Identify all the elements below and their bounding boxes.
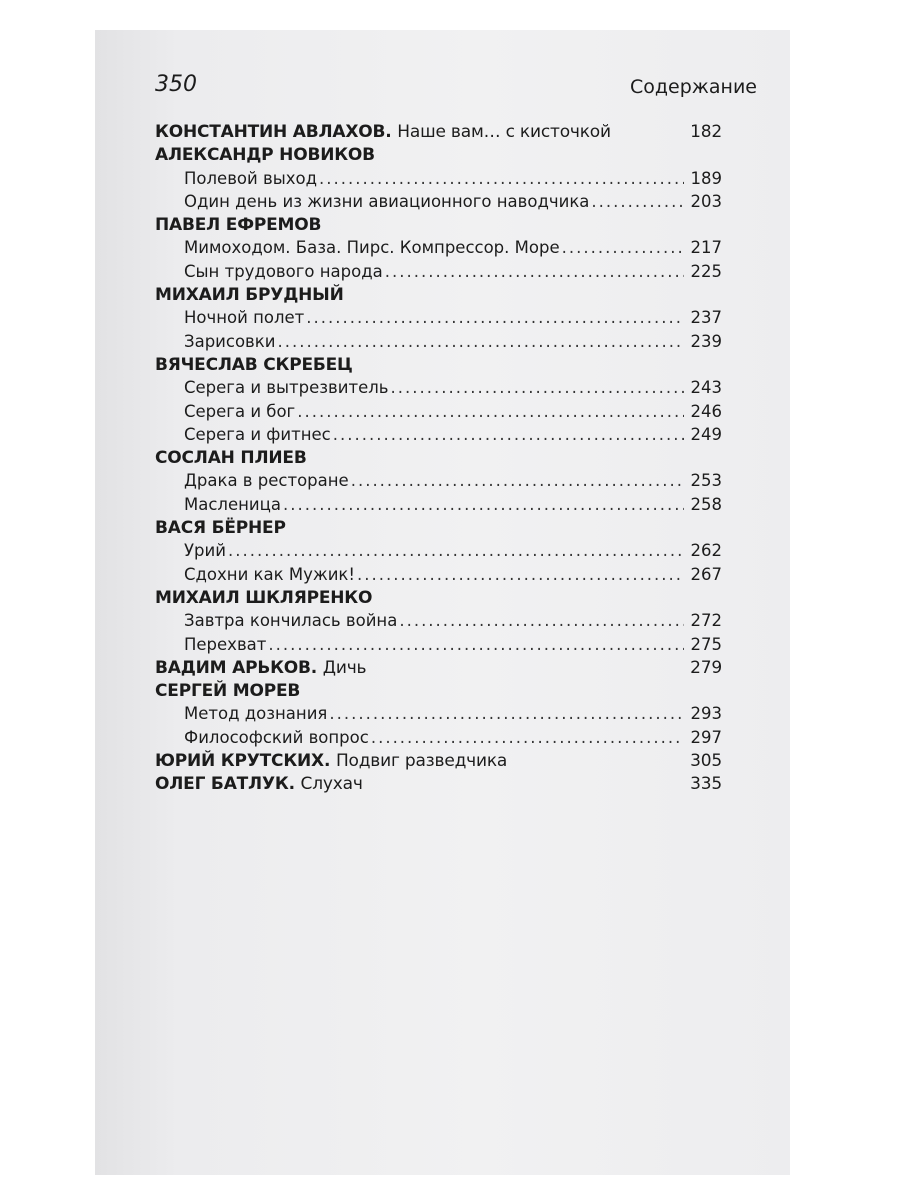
story-title: Один день из жизни авиационного наводчика (184, 191, 590, 211)
page-ref: 237 (690, 308, 722, 328)
leader-dots (591, 192, 684, 211)
author-name: СОСЛАН ПЛИЕВ (155, 448, 307, 469)
story-title: Дичь (322, 657, 367, 678)
toc-entry-row (155, 402, 722, 425)
leader-dots (283, 495, 684, 514)
leader-dots (357, 565, 684, 584)
story-title: Сын трудового народа (184, 261, 383, 281)
page-ref: 335 (690, 774, 722, 795)
author-name: МИХАИЛ БРУДНЫЙ (155, 285, 344, 306)
story-title: Урий (184, 541, 226, 561)
toc-author-row (155, 355, 722, 378)
toc-author-name (155, 285, 344, 305)
page-ref: 243 (690, 378, 722, 398)
toc-entry-row (155, 541, 722, 564)
toc-entry-row (155, 704, 722, 727)
page-ref: 279 (690, 657, 722, 678)
story-title: Серега и бог (184, 401, 296, 421)
story-title: Полевой выход (184, 168, 318, 188)
page-ref: 217 (690, 238, 722, 258)
story-title: Слухач (300, 774, 363, 795)
leader-dots (297, 402, 684, 421)
author-name: МИХАИЛ ШКЛЯРЕНКО (155, 587, 373, 608)
toc-author-row (155, 285, 722, 308)
page-ref: 189 (690, 168, 722, 188)
leader-dots (562, 238, 684, 257)
leader-dots (228, 541, 684, 560)
toc-entry-row (155, 635, 722, 658)
leader-dots (277, 332, 684, 351)
page-ref: 267 (690, 564, 722, 584)
story-title: Метод дознания (184, 704, 328, 724)
toc-author-name (155, 774, 363, 794)
running-title: Содержание (630, 76, 757, 98)
story-title: Серега и вытрезвитель (184, 378, 389, 398)
page-ref: 225 (690, 261, 722, 281)
toc-author-row (155, 774, 722, 797)
toc-author-row (155, 215, 722, 238)
story-title: Ночной полет (184, 308, 305, 328)
toc-author-row (155, 588, 722, 611)
story-title: Перехват (184, 634, 267, 654)
story-title: Завтра кончилась война (184, 611, 398, 631)
story-title: Масленица (184, 494, 281, 514)
page-ref: 293 (690, 704, 722, 724)
toc-author-name (155, 145, 375, 165)
leader-dots (385, 262, 684, 281)
author-name: СЕРГЕЙ МОРЕВ (155, 681, 301, 702)
author-name: ВАСЯ БЁРНЕР (155, 518, 286, 539)
toc-author-name (155, 751, 507, 771)
page-header (155, 72, 757, 106)
story-title: Сдохни как Мужик! (184, 564, 356, 584)
toc-author-name (155, 518, 286, 538)
page-ref: 297 (690, 727, 722, 747)
page-ref: 262 (690, 541, 722, 561)
toc-author-row (155, 122, 722, 145)
page-ref: 305 (690, 751, 722, 772)
toc-entry-row (155, 332, 722, 355)
toc-author-name (155, 122, 611, 142)
toc-author-name (155, 588, 372, 608)
leader-dots (399, 611, 684, 630)
author-name: ОЛЕГ БАТЛУК. (155, 774, 295, 795)
page-ref: 246 (690, 401, 722, 421)
toc-entry-row (155, 238, 722, 261)
leader-dots (306, 308, 684, 327)
page-ref: 258 (690, 494, 722, 514)
leader-dots (333, 425, 684, 444)
toc-entry-row (155, 308, 722, 331)
toc-author-name (155, 355, 353, 375)
page-edge (790, 0, 900, 1200)
toc-author-row (155, 448, 722, 471)
toc-author-name (155, 681, 300, 701)
toc-entry-row (155, 495, 722, 518)
leader-dots (371, 728, 684, 747)
toc-entry-row (155, 262, 722, 285)
author-name: КОНСТАНТИН АВЛАХОВ. (155, 122, 392, 142)
leader-dots (319, 169, 684, 188)
toc-entry-row (155, 425, 722, 448)
story-title: Драка в ресторане (184, 471, 349, 491)
story-title: Философский вопрос (184, 727, 369, 747)
author-name: ЮРИЙ КРУТСКИХ. (155, 751, 331, 772)
story-title: Серега и фитнес (184, 424, 331, 444)
toc-entry-row (155, 565, 722, 588)
page-ref: 275 (690, 634, 722, 654)
page-ref: 249 (690, 424, 722, 444)
leader-dots (391, 378, 684, 397)
toc-author-row (155, 658, 722, 681)
story-title: Наше вам… с кисточкой (397, 122, 611, 142)
page-ref: 253 (690, 471, 722, 491)
toc-entry-row (155, 378, 722, 401)
page-ref: 272 (690, 611, 722, 631)
author-name: ВЯЧЕСЛАВ СКРЕБЕЦ (155, 354, 353, 375)
page-ref: 182 (690, 122, 722, 142)
toc-entry-row (155, 728, 722, 751)
toc-author-name (155, 448, 307, 468)
page-ref: 203 (690, 191, 722, 211)
page-ref: 239 (690, 331, 722, 351)
toc-entry-row (155, 611, 722, 634)
toc-author-row (155, 751, 722, 774)
toc-author-row (155, 145, 722, 168)
toc-entry-row (155, 169, 722, 192)
leader-dots (329, 704, 684, 723)
toc-author-name (155, 215, 321, 235)
author-name: АЛЕКСАНДР НОВИКОВ (155, 145, 375, 166)
toc-entry-row (155, 192, 722, 215)
toc-entry-row (155, 471, 722, 494)
author-name: ВАДИМ АРЬКОВ. (155, 657, 318, 678)
author-name: ПАВЕЛ ЕФРЕМОВ (155, 215, 322, 236)
page-number: 350 (155, 72, 197, 97)
toc-author-row (155, 681, 722, 704)
story-title: Зарисовки (184, 331, 276, 351)
leader-dots (351, 471, 684, 490)
story-title: Подвиг разведчика (335, 751, 508, 772)
leader-dots (268, 635, 684, 654)
table-of-contents (155, 122, 722, 798)
toc-author-name (155, 658, 366, 678)
story-title: Мимоходом. База. Пирс. Компрессор. Море (184, 238, 560, 258)
toc-author-row (155, 518, 722, 541)
